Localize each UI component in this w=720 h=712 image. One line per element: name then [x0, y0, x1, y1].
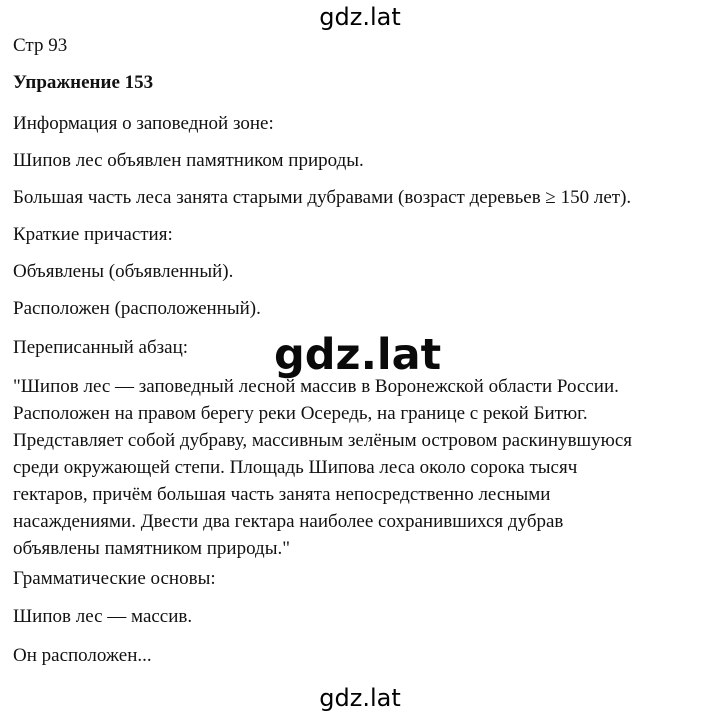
info-heading: Информация о заповедной зоне:: [13, 113, 274, 134]
watermark-middle: gdz.lat: [274, 330, 442, 380]
rewritten-heading: Переписанный абзац:: [13, 337, 189, 358]
grammar-heading: Грамматические основы:: [13, 568, 216, 589]
paragraph-line: среди окружающей степи. Площадь Шипова леса около сорока тысяч: [13, 457, 578, 478]
paragraph-line: объявлены памятником природы.": [13, 538, 290, 559]
grammar-basis-1: Шипов лес — массив.: [13, 606, 193, 627]
info-line-1: Шипов лес объявлен памятником природы.: [13, 150, 364, 171]
rewritten-paragraph: [13, 373, 632, 562]
paragraph-line: Расположен на правом берегу реки Осередь, на границе с рекой Битюг.: [13, 403, 588, 424]
page-label: Стр 93: [13, 35, 68, 56]
short-participles-heading: Краткие причастия:: [13, 224, 173, 245]
paragraph-line: Представляет собой дубраву, массивным зелёным островом раскинувшуюся: [13, 430, 633, 451]
grammar-basis-2: Он расположен...: [13, 645, 152, 666]
exercise-title: Упражнение 153: [13, 72, 154, 93]
watermark-bottom: gdz.lat: [319, 684, 401, 712]
info-line-2: Большая часть леса занята старыми дубравами (возраст деревьев ≥ 150 лет).: [13, 187, 632, 208]
paragraph-line: гектаров, причём большая часть занята непосредственно лесными: [13, 484, 551, 505]
paragraph-line: насаждениями. Двести два гектара наиболее сохранившихся дубрав: [13, 511, 564, 532]
participle-line-2: Расположен (расположенный).: [13, 298, 261, 319]
participle-line-1: Объявлены (объявленный).: [13, 261, 234, 282]
watermark-top: gdz.lat: [319, 3, 401, 31]
paragraph-line: "Шипов лес — заповедный лесной массив в Воронежской области России.: [13, 376, 619, 397]
